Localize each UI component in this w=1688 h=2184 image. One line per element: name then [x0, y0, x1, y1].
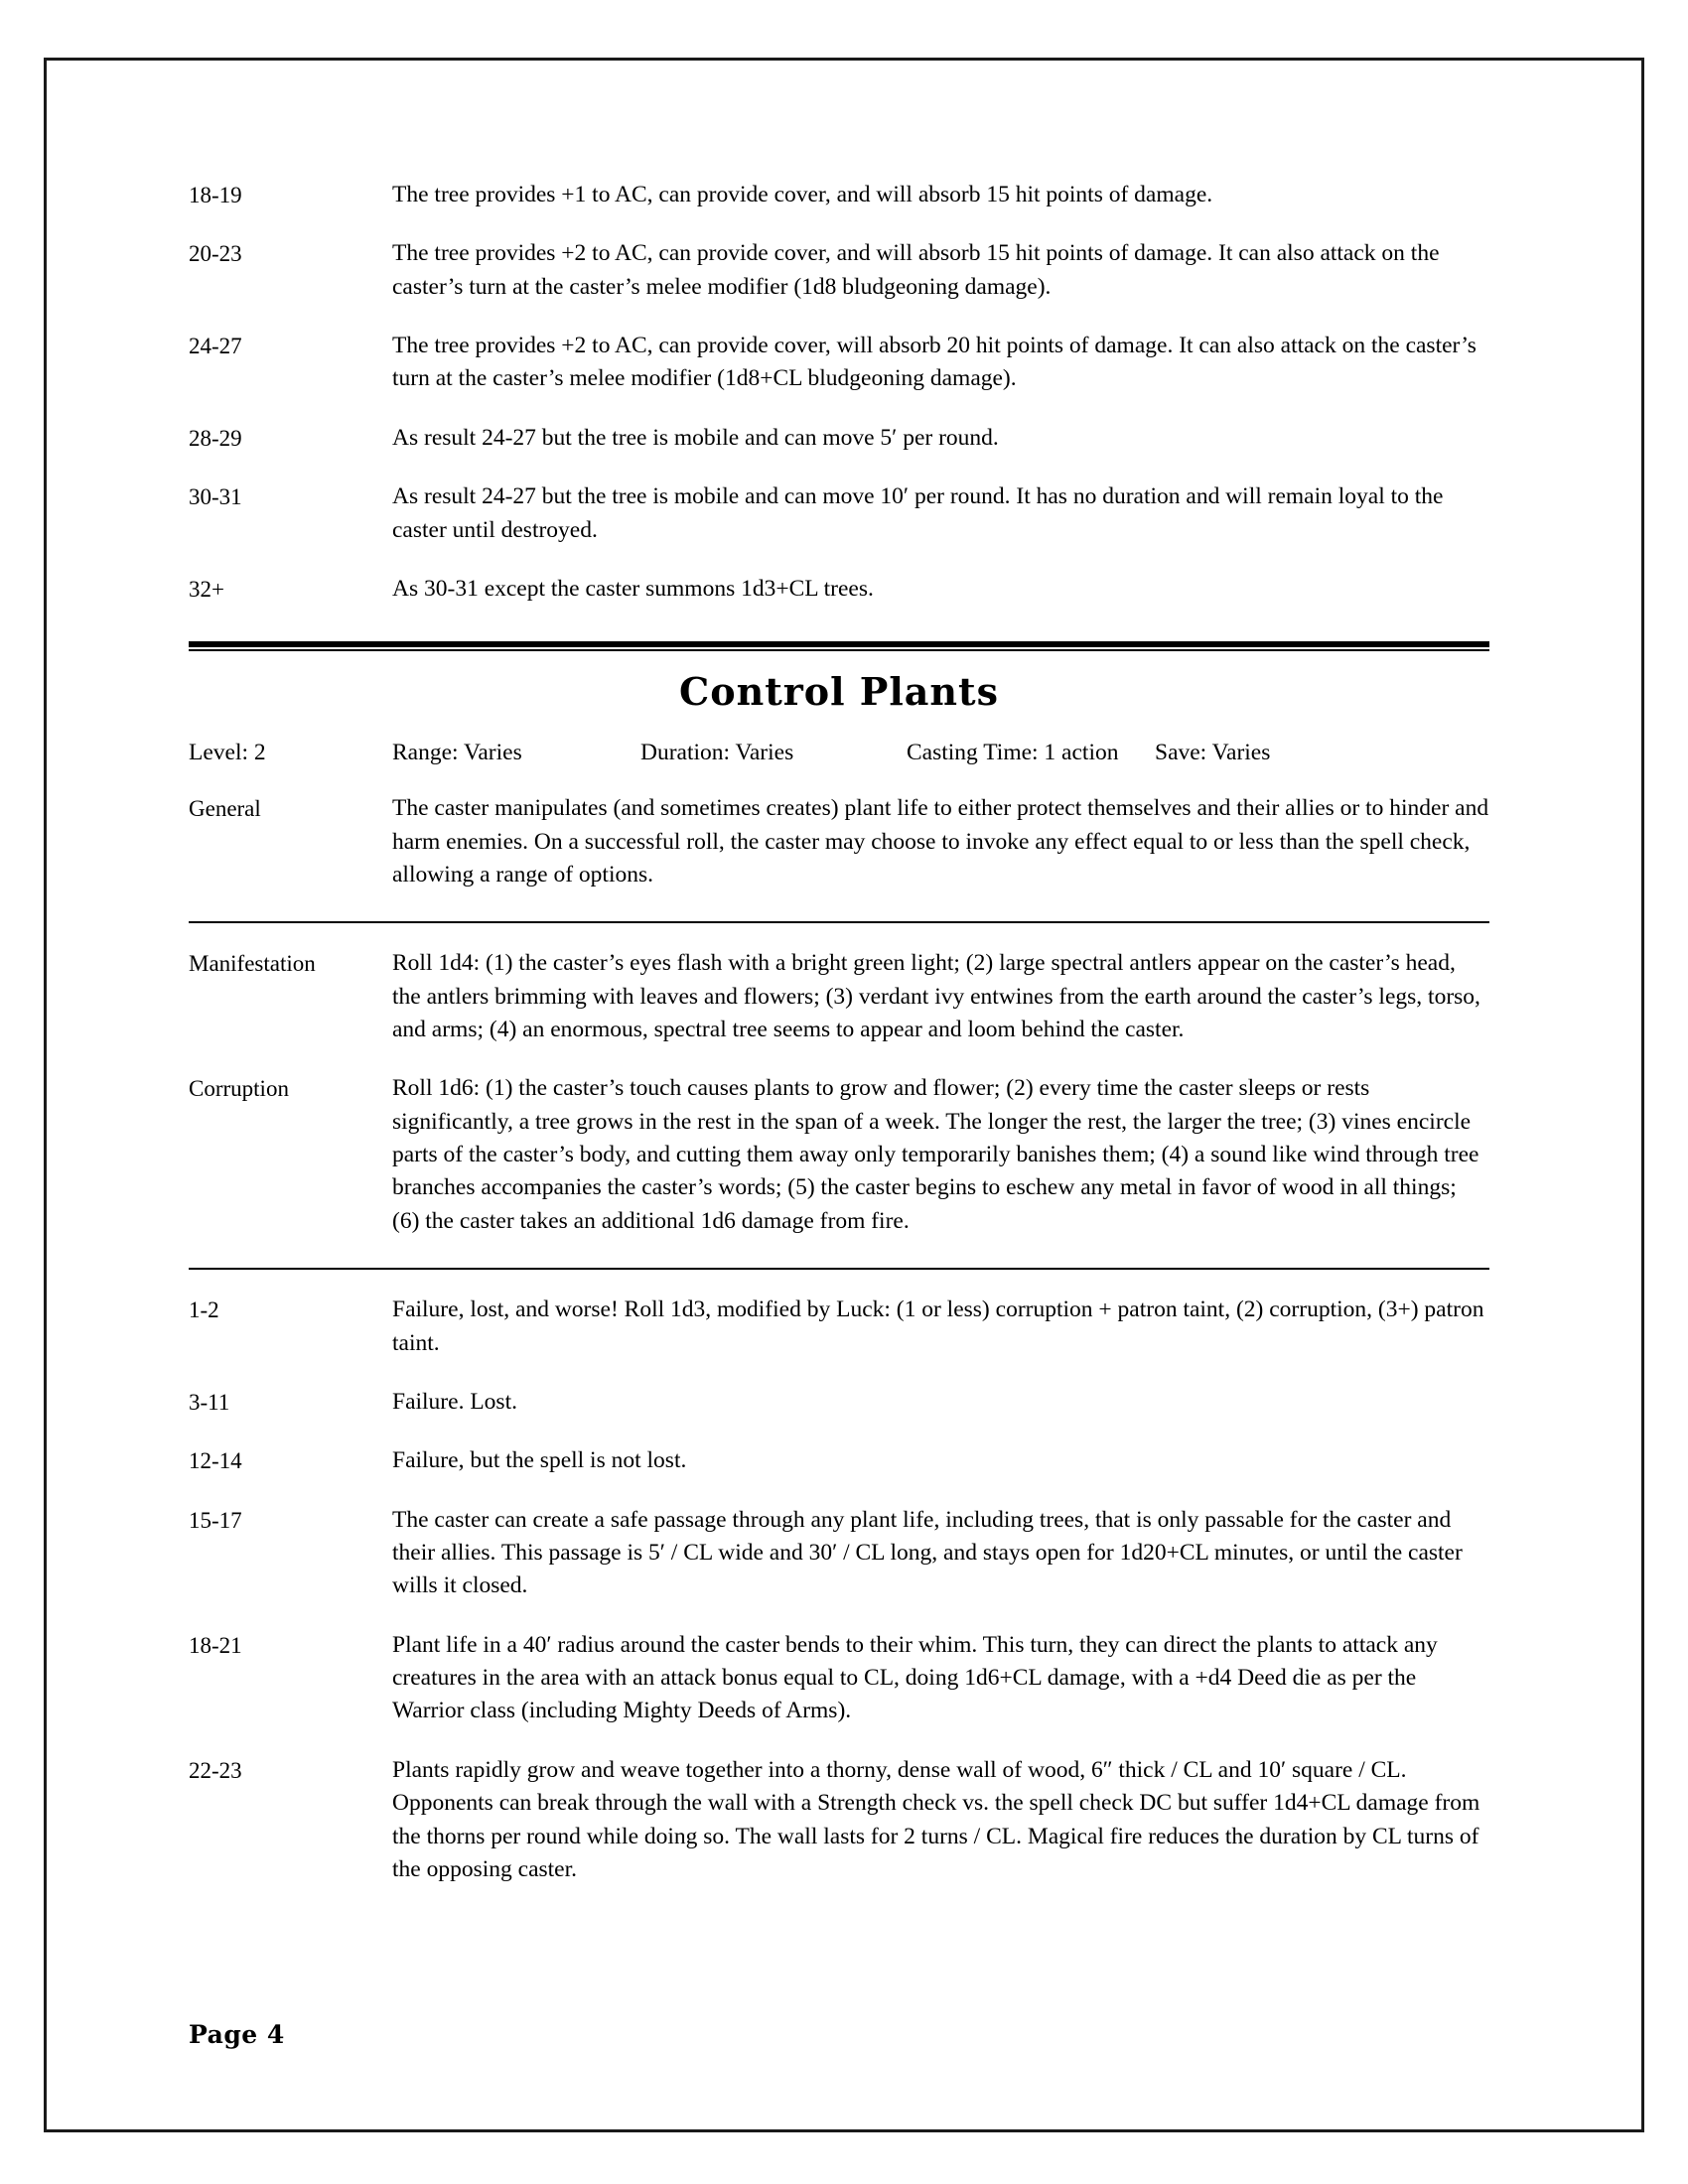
result-text: Plants rapidly grow and weave together into a thorny, dense wall of wood, 6″ thick / CL and 10′ square / CL. Opponents can break through the wall with a Strength check vs. the spell check DC but suffer 1d4+CL damage from the thorns per round while doing so. The wall lasts for 2 turns / CL. Magical fire reduces the duration by CL turns of the opposing caster. — [392, 1756, 1480, 1882]
result-text: As result 24-27 but the tree is mobile and can move 10′ per round. It has no duration and will remain loyal to the caster until destroyed. — [392, 483, 1444, 543]
spell-results-table-continued — [189, 179, 1489, 606]
table-row — [189, 480, 1489, 547]
table-row — [189, 1504, 1489, 1603]
divider-rule-thick — [189, 641, 1489, 647]
table-row — [189, 1754, 1489, 1886]
page-content — [189, 179, 1489, 1912]
spell-title: Control Plants — [678, 669, 999, 715]
result-text: The tree provides +2 to AC, can provide cover, will absorb 20 hit points of damage. It can also attack on the caster’s turn at the caster’s melee modifier (1d8+CL bludgeoning damage). — [392, 333, 1477, 392]
section-divider-2 — [189, 1268, 1489, 1270]
result-text: The tree provides +1 to AC, can provide cover, and will absorb 15 hit points of damage. — [392, 182, 1213, 207]
spell-manifestation-row — [189, 947, 1489, 1046]
spell-results-table — [189, 1294, 1489, 1886]
result-range: 1-2 — [189, 1297, 219, 1323]
table-row — [189, 1386, 1489, 1419]
result-range: 32+ — [189, 576, 224, 602]
table-row — [189, 1629, 1489, 1728]
spell-corruption-text: Roll 1d6: (1) the caster’s touch causes plants to grow and flower; (2) every time the caster sleeps or rests significantly, a tree grows in the rest in the span of a week. The longer the rest, the larger the tree; (3) vines encircle parts of the caster’s body, and cutting them away only temporarily banishes them; (4) a sound like wind through tree branches accompanies the caster’s words; (5) the caster begins to eschew any metal in favor of wood in all things; (6) the caster takes an additional 1d6 damage from fire. — [392, 1075, 1479, 1234]
spell-general-row — [189, 792, 1489, 891]
result-range: 24-27 — [189, 334, 242, 359]
spell-casting-time: Casting Time: 1 action — [907, 740, 1119, 766]
result-range: 18-21 — [189, 1632, 242, 1658]
table-row — [189, 1444, 1489, 1477]
result-text: As 30-31 except the caster summons 1d3+CL trees. — [392, 575, 874, 602]
result-range: 30-31 — [189, 484, 242, 510]
result-text: Failure. Lost. — [392, 1388, 517, 1415]
result-range: 18-19 — [189, 183, 242, 207]
spell-level: Level: 2 — [189, 740, 266, 766]
spell-save: Save: Varies — [1155, 740, 1271, 766]
spell-stats-line — [189, 740, 1489, 766]
section-divider-heavy — [189, 641, 1489, 651]
result-range: 12-14 — [189, 1448, 242, 1474]
spell-general-text: The caster manipulates (and sometimes creates) plant life to either protect themselves and their allies or to hinder and harm enemies. On a successful roll, the caster may choose to invoke any effect equal to or less than the spell check, allowing a range of options. — [392, 795, 1489, 887]
section-divider-1 — [189, 921, 1489, 923]
spell-manifestation-text: Roll 1d4: (1) the caster’s eyes flash with a bright green light; (2) large spectral antlers appear on the caster’s head, the antlers brimming with leaves and flowers; (3) verdant ivy entwines from the earth around the caster’s legs, torso, and arms; (4) an enormous, spectral tree seems to appear and loom behind the caster. — [392, 950, 1480, 1043]
result-range: 28-29 — [189, 425, 242, 451]
result-range: 22-23 — [189, 1757, 242, 1783]
spell-range: Range: Varies — [392, 740, 522, 766]
table-row — [189, 573, 1489, 606]
spell-corruption-label: Corruption — [189, 1076, 289, 1102]
table-row — [189, 179, 1489, 211]
result-range: 20-23 — [189, 241, 242, 267]
page-footer: Page 4 — [189, 2020, 285, 2049]
result-text: The tree provides +2 to AC, can provide cover, and will absorb 15 hit points of damage. It can also attack on the caster’s turn at the caster’s melee modifier (1d8 bludgeoning damage). — [392, 240, 1440, 300]
table-row — [189, 1294, 1489, 1360]
result-range: 3-11 — [189, 1389, 230, 1415]
result-text: The caster can create a safe passage through any plant life, including trees, that is only passable for the caster and their allies. This passage is 5′ / CL wide and 30′ / CL long, and stays open for 1d20+CL minutes, or until the caster wills it closed. — [392, 1506, 1463, 1599]
result-text: Plant life in a 40′ radius around the caster bends to their whim. This turn, they can direct the plants to attack any creatures in the area with an attack bonus equal to CL, doing 1d6+CL damage, with a +d4 Deed die as per the Warrior class (including Mighty Deeds of Arms). — [392, 1631, 1438, 1724]
spell-general-label: General — [189, 796, 261, 822]
result-text: Failure, lost, and worse! Roll 1d3, modified by Luck: (1 or less) corruption + patron taint, (2) corruption, (3+) patron taint. — [392, 1297, 1484, 1356]
result-text: As result 24-27 but the tree is mobile and can move 5′ per round. — [392, 424, 999, 451]
result-text: Failure, but the spell is not lost. — [392, 1447, 687, 1474]
spell-duration: Duration: Varies — [640, 740, 794, 766]
result-range: 15-17 — [189, 1507, 242, 1533]
table-row — [189, 237, 1489, 304]
table-row — [189, 422, 1489, 455]
divider-rule-thin — [189, 649, 1489, 651]
spell-corruption-row — [189, 1072, 1489, 1238]
spell-manifestation-label: Manifestation — [189, 951, 316, 977]
table-row — [189, 330, 1489, 396]
